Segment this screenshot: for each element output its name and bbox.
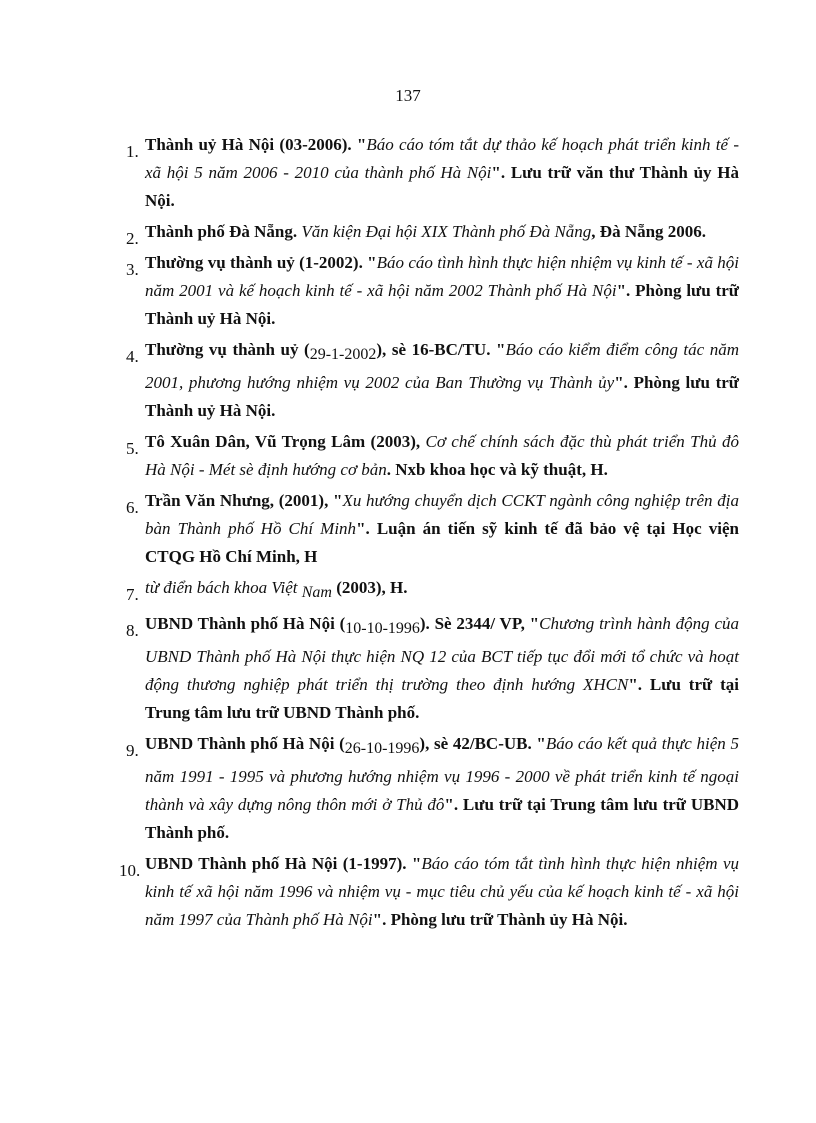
reference-number: 4.: [126, 347, 139, 366]
reference-title: Báo cáo tóm tắt tình hình thực hiện nhiệm vụ kinh tế xã hội năm 1996 và nhiệm vụ - mục tiêu chủ yếu của kế hoạch kinh tế - xã hội năm 1997 của Thành phố Hà Nội: [145, 854, 739, 929]
reference-text-2: ). Sè 2344/ VP, ": [419, 614, 540, 633]
reference-date: 26-10-1996: [344, 740, 420, 757]
reference-text: Thường vụ thành uỷ (1-2002). ": [145, 253, 377, 272]
reference-date: 29-1-2002: [309, 346, 377, 363]
reference-tail: . Nxb khoa học và kỹ thuật, H.: [386, 460, 608, 479]
reference-number: 7.: [126, 585, 139, 604]
page-number: 137: [395, 86, 421, 105]
reference-text: Thường vụ thành uỷ (: [145, 340, 310, 359]
reference-number: 9.: [126, 741, 139, 760]
reference-title: Báo cáo kết quả thực hiện 5 năm 1991 - 1995 và phương hướng nhiệm vụ 1996 - 2000 về phát triển kinh tế ngoại thành và xây dựng nông thôn mới ở Thủ đô: [145, 734, 739, 814]
reference-item: [119, 487, 739, 571]
reference-text: UBND Thành phố Hà Nội (: [145, 734, 345, 753]
reference-title: Xu hướng chuyển dịch CCKT ngành công nghiệp trên địa bàn Thành phố Hồ Chí Minh: [145, 491, 739, 538]
reference-item: [119, 730, 739, 847]
reference-tail: ". Phòng lưu trữ Thành uỷ Hà Nội.: [145, 373, 739, 420]
reference-date: 10-10-1996: [345, 620, 420, 637]
reference-item: [119, 610, 739, 727]
reference-number: 2.: [126, 229, 139, 248]
reference-text: Trần Văn Nhưng, (2001), ": [145, 491, 343, 510]
reference-number: 6.: [126, 498, 139, 517]
reference-text: UBND Thành phố Hà Nội (: [145, 614, 346, 633]
reference-text-2: ), sè 42/BC-UB. ": [419, 734, 546, 753]
reference-title: Báo cáo tóm tắt dự thảo kế hoạch phát triển kinh tế - xã hội 5 năm 2006 - 2010 của thành phố Hà Nội: [145, 135, 739, 182]
reference-text-2: ), sè 16-BC/TU. ": [376, 340, 506, 359]
reference-tail: , Đà Nẵng 2006.: [591, 222, 707, 241]
reference-tail: ". Lưu trữ văn thư Thành ủy Hà Nội.: [145, 163, 739, 210]
reference-subscript: Nam: [301, 584, 332, 601]
reference-item: [119, 218, 739, 246]
reference-number: 5.: [126, 439, 139, 458]
reference-item: [119, 336, 739, 425]
reference-number: 10.: [119, 861, 141, 880]
reference-tail: ". Phòng lưu trữ Thành ủy Hà Nội.: [372, 910, 628, 929]
reference-tail: (2003), H.: [331, 578, 408, 597]
reference-title: Báo cáo kiểm điểm công tác năm 2001, phương hướng nhiệm vụ 2002 của Ban Thường vụ Thành ủy: [145, 340, 739, 392]
reference-tail: ". Lưu trữ tại Trung tâm lưu trữ UBND Thành phố.: [145, 795, 739, 842]
reference-number: 3.: [126, 260, 139, 279]
reference-text: Tô Xuân Dân, Vũ Trọng Lâm (2003),: [145, 432, 426, 451]
reference-number: 1.: [126, 142, 139, 161]
reference-item: [119, 131, 739, 215]
reference-item: [119, 574, 739, 607]
reference-title: từ điển bách khoa Việt: [145, 578, 302, 597]
reference-item: [119, 850, 739, 934]
reference-item: [119, 428, 739, 484]
reference-list: [119, 131, 739, 937]
reference-tail: ". Luận án tiến sỹ kinh tế đã bảo vệ tại Học viện CTQG Hồ Chí Minh, H: [145, 519, 739, 566]
reference-title: Văn kiện Đại hội XIX Thành phố Đà Nẵng: [301, 222, 592, 241]
reference-item: [119, 249, 739, 333]
reference-text: Thành uỷ Hà Nội (03-2006). ": [145, 135, 367, 154]
reference-title: Báo cáo tình hình thực hiện nhiệm vụ kinh tế - xã hội năm 2001 và kế hoạch kinh tế - xã hội năm 2002 Thành phố Hà Nội: [145, 253, 740, 300]
reference-text: UBND Thành phố Hà Nội (1-1997). ": [145, 854, 422, 873]
reference-tail: ". Phòng lưu trữ Thành uỷ Hà Nội.: [145, 281, 739, 328]
reference-title: Cơ chế chính sách đặc thù phát triển Thủ đô Hà Nội - Mét sè định hướng cơ bản: [145, 432, 739, 479]
reference-title: Chương trình hành động của UBND Thành phố Hà Nội thực hiện NQ 12 của BCT tiếp tục đổi mới tổ chức và hoạt động thương nghiệp phát triển thị trường theo định hướng XHCN: [145, 614, 739, 694]
reference-number: 8.: [126, 621, 139, 640]
reference-text: Thành phố Đà Nẵng.: [145, 222, 302, 241]
reference-tail: ". Lưu trữ tại Trung tâm lưu trữ UBND Thành phố.: [145, 675, 739, 722]
